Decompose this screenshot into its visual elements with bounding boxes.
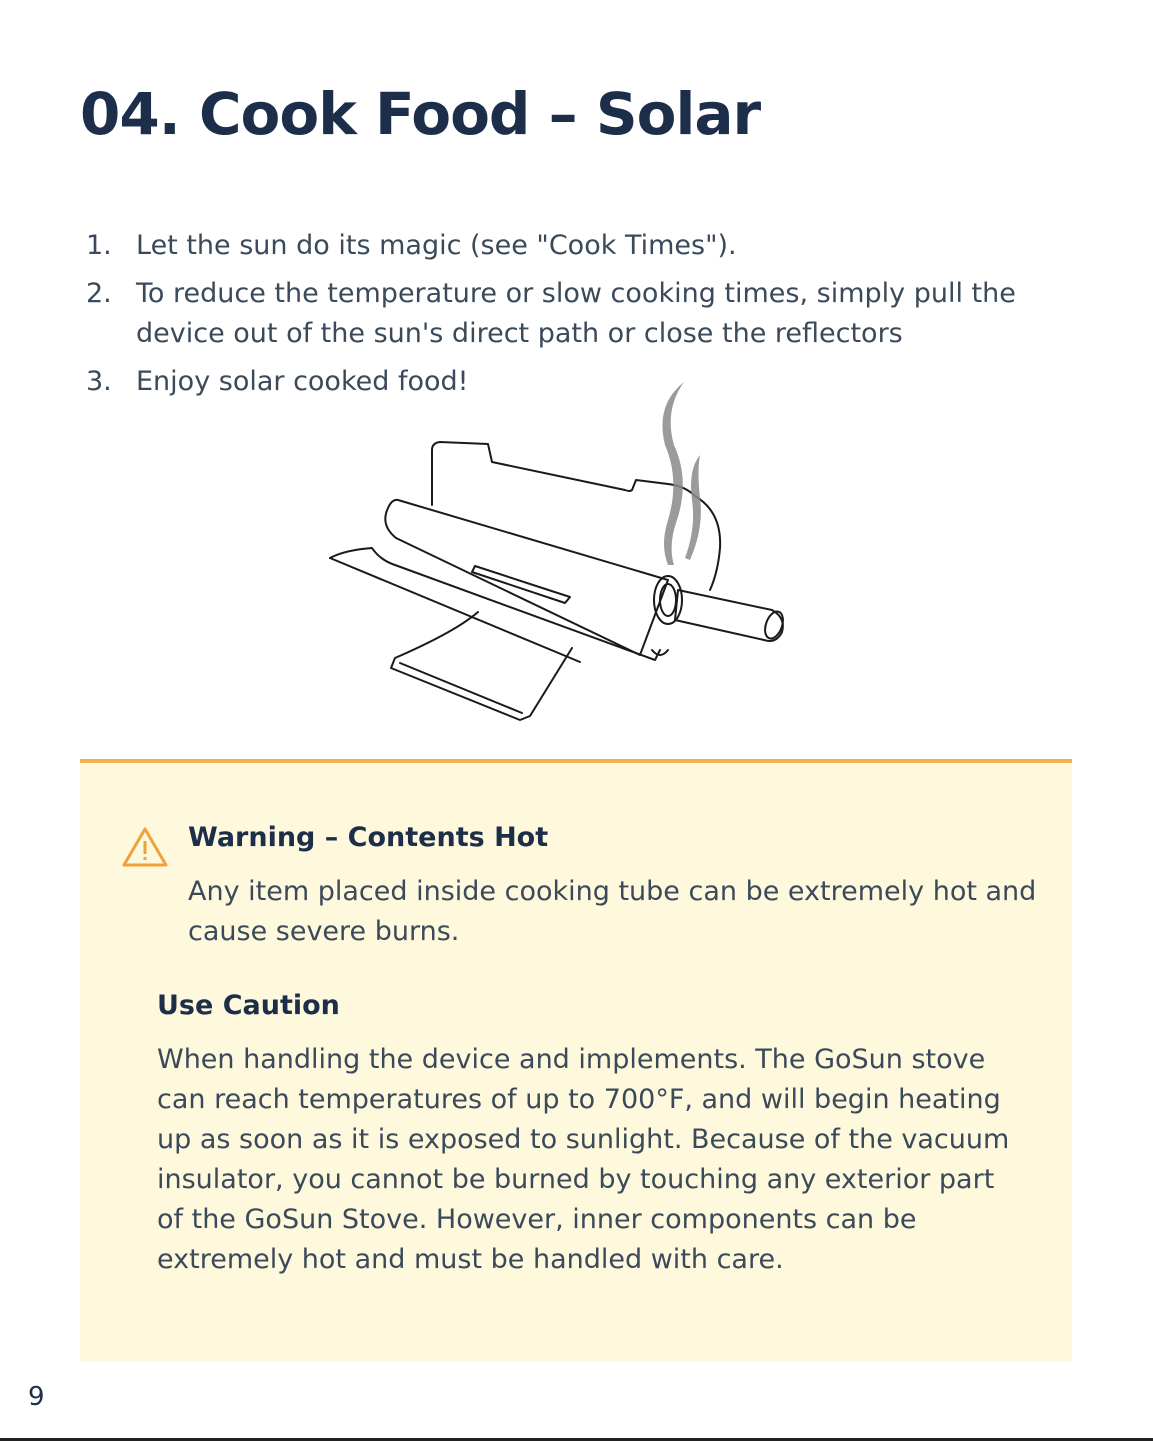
- list-item: [86, 274, 1076, 354]
- page-number: 9: [28, 1382, 45, 1412]
- step-text: To reduce the temperature or slow cooking times, simply pull the device out of the sun's direct path or close the reflectors: [136, 278, 1016, 349]
- step-text: Enjoy solar cooked food!: [136, 366, 469, 397]
- list-item: [86, 226, 1076, 266]
- tube-handle: [675, 590, 783, 641]
- warning-text: Any item placed inside cooking tube can be extremely hot and cause severe burns.: [188, 876, 1037, 947]
- stand-leg: [391, 612, 572, 720]
- steam: [662, 382, 700, 565]
- step-number: 3.: [86, 366, 112, 397]
- warning-title: Warning – Contents Hot: [188, 822, 549, 853]
- step-number: 2.: [86, 278, 112, 309]
- front-reflector-panel: [330, 548, 660, 660]
- caution-title: Use Caution: [157, 990, 340, 1021]
- step-text: Let the sun do its magic (see "Cook Times").: [136, 230, 737, 261]
- warning-triangle-icon: [121, 826, 169, 868]
- solar-stove-illustration: [320, 370, 800, 730]
- step-number: 1.: [86, 230, 112, 261]
- caution-text: When handling the device and implements. The GoSun stove can reach temperatures of up to 700°F, and will begin heating up as soon as it is exposed to sunlight. Because of the vacuum insulator, you cannot be burned by touching any exterior part of the GoSun Stove. However, inner components can be extremely hot and must be handled with care.: [157, 1044, 1010, 1275]
- page-title: 04. Cook Food – Solar: [80, 80, 761, 148]
